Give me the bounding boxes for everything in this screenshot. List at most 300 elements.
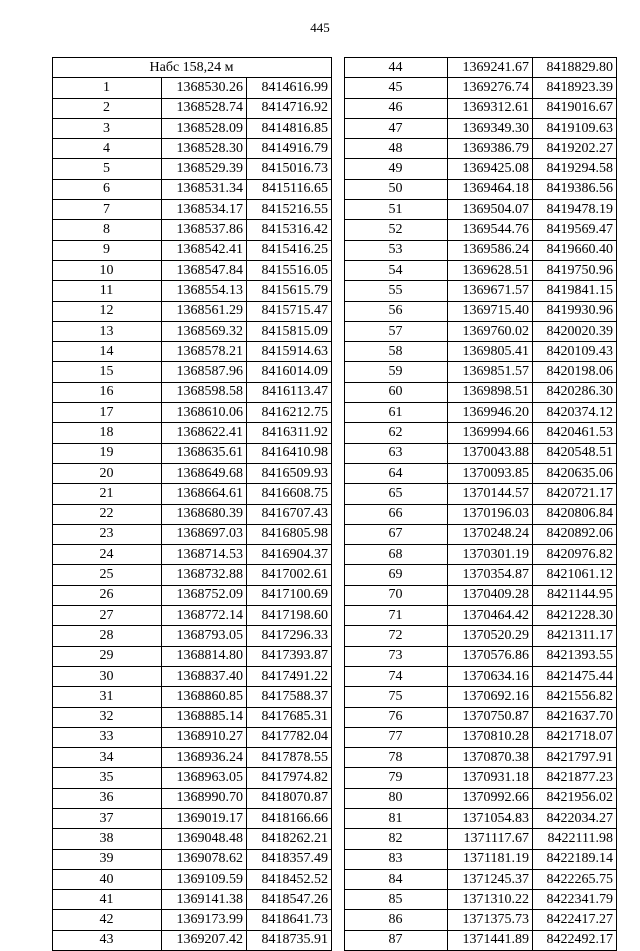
point-number: 69	[345, 565, 448, 585]
point-number: 21	[53, 484, 162, 504]
coordinate-y: 8416113.47	[247, 382, 332, 402]
point-number: 5	[53, 159, 162, 179]
point-number: 11	[53, 281, 162, 301]
table-row	[53, 585, 332, 605]
coordinate-y: 8419109.63	[533, 118, 617, 138]
coordinate-x: 1370520.29	[448, 626, 533, 646]
coordinate-x: 1369805.41	[448, 342, 533, 362]
coordinate-x: 1368649.68	[162, 463, 247, 483]
coordinate-y: 8417588.37	[247, 687, 332, 707]
point-number: 87	[345, 930, 448, 950]
point-number: 2	[53, 98, 162, 118]
coordinate-x: 1370409.28	[448, 585, 533, 605]
coordinate-y: 8420806.84	[533, 504, 617, 524]
coordinate-x: 1368529.39	[162, 159, 247, 179]
coordinate-x: 1368554.13	[162, 281, 247, 301]
coordinate-y: 8416509.93	[247, 463, 332, 483]
point-number: 72	[345, 626, 448, 646]
table-row	[345, 930, 617, 950]
coordinate-y: 8415116.65	[247, 179, 332, 199]
table-row	[345, 98, 617, 118]
coordinate-y: 8417491.22	[247, 666, 332, 686]
coordinate-y: 8421956.02	[533, 788, 617, 808]
table-row	[53, 727, 332, 747]
coordinate-y: 8416212.75	[247, 403, 332, 423]
table-row	[53, 910, 332, 930]
coordinate-y: 8417782.04	[247, 727, 332, 747]
table-row	[53, 849, 332, 869]
coordinate-y: 8418452.52	[247, 869, 332, 889]
coordinate-x: 1368714.53	[162, 545, 247, 565]
point-number: 74	[345, 666, 448, 686]
table-row	[345, 118, 617, 138]
table-row	[345, 484, 617, 504]
coordinate-x: 1368963.05	[162, 768, 247, 788]
coordinate-x: 1368530.26	[162, 78, 247, 98]
coordinate-x: 1369715.40	[448, 301, 533, 321]
point-number: 59	[345, 362, 448, 382]
point-number: 82	[345, 829, 448, 849]
coordinate-y: 8421637.70	[533, 707, 617, 727]
table-row	[345, 139, 617, 159]
coordinate-y: 8421556.82	[533, 687, 617, 707]
table-row	[345, 748, 617, 768]
coordinate-y: 8415615.79	[247, 281, 332, 301]
coordinate-y: 8419202.27	[533, 139, 617, 159]
table-row	[345, 727, 617, 747]
table-row	[53, 504, 332, 524]
point-number: 25	[53, 565, 162, 585]
table-row	[345, 403, 617, 423]
table-row	[345, 606, 617, 626]
point-number: 34	[53, 748, 162, 768]
table-row	[53, 565, 332, 585]
table-row	[53, 220, 332, 240]
coordinate-y: 8419930.96	[533, 301, 617, 321]
coordinate-x: 1369994.66	[448, 423, 533, 443]
coordinate-y: 8416014.09	[247, 362, 332, 382]
coordinate-x: 1371181.19	[448, 849, 533, 869]
coordinate-x: 1369078.62	[162, 849, 247, 869]
point-number: 57	[345, 321, 448, 341]
coordinate-x: 1368860.85	[162, 687, 247, 707]
coordinate-x: 1368936.24	[162, 748, 247, 768]
point-number: 24	[53, 545, 162, 565]
point-number: 81	[345, 808, 448, 828]
coordinate-y: 8414816.85	[247, 118, 332, 138]
coordinate-y: 8421393.55	[533, 646, 617, 666]
coordinate-y: 8421311.17	[533, 626, 617, 646]
coordinate-y: 8416805.98	[247, 524, 332, 544]
coordinate-y: 8422492.17	[533, 930, 617, 950]
point-number: 9	[53, 240, 162, 260]
point-number: 31	[53, 687, 162, 707]
point-number: 15	[53, 362, 162, 382]
coordinate-y: 8420109.43	[533, 342, 617, 362]
table-row	[53, 443, 332, 463]
coordinate-y: 8422417.27	[533, 910, 617, 930]
coordinate-x: 1368664.61	[162, 484, 247, 504]
coordinate-x: 1369109.59	[162, 869, 247, 889]
coordinate-x: 1369544.76	[448, 220, 533, 240]
point-number: 18	[53, 423, 162, 443]
table-row	[53, 139, 332, 159]
coordinate-x: 1368528.74	[162, 98, 247, 118]
coordinate-y: 8420374.12	[533, 403, 617, 423]
coordinate-y: 8421718.07	[533, 727, 617, 747]
page-number: 445	[310, 20, 330, 35]
point-number: 44	[345, 58, 448, 78]
coordinate-x: 1369586.24	[448, 240, 533, 260]
point-number: 63	[345, 443, 448, 463]
coordinates-table-left	[52, 57, 332, 951]
point-number: 77	[345, 727, 448, 747]
point-number: 51	[345, 200, 448, 220]
table-row	[345, 504, 617, 524]
table-row	[53, 260, 332, 280]
table-row	[53, 240, 332, 260]
point-number: 20	[53, 463, 162, 483]
point-number: 80	[345, 788, 448, 808]
coordinate-x: 1370196.03	[448, 504, 533, 524]
table-row	[345, 849, 617, 869]
coordinate-x: 1369464.18	[448, 179, 533, 199]
point-number: 78	[345, 748, 448, 768]
coordinate-y: 8420020.39	[533, 321, 617, 341]
coordinate-y: 8417393.87	[247, 646, 332, 666]
point-number: 45	[345, 78, 448, 98]
point-number: 37	[53, 808, 162, 828]
point-number: 76	[345, 707, 448, 727]
table-row	[345, 463, 617, 483]
coordinate-x: 1368680.39	[162, 504, 247, 524]
point-number: 23	[53, 524, 162, 544]
table-row	[53, 179, 332, 199]
table-row	[53, 281, 332, 301]
table-row	[345, 240, 617, 260]
coordinate-y: 8415016.73	[247, 159, 332, 179]
coordinate-x: 1370144.57	[448, 484, 533, 504]
point-number: 39	[53, 849, 162, 869]
coordinate-x: 1368885.14	[162, 707, 247, 727]
point-number: 32	[53, 707, 162, 727]
point-number: 65	[345, 484, 448, 504]
table-row	[345, 808, 617, 828]
coordinate-y: 8415416.25	[247, 240, 332, 260]
coordinate-x: 1370354.87	[448, 565, 533, 585]
table-row	[53, 606, 332, 626]
coordinate-y: 8420198.06	[533, 362, 617, 382]
coordinate-y: 8416707.43	[247, 504, 332, 524]
point-number: 79	[345, 768, 448, 788]
table-row	[53, 707, 332, 727]
coordinate-x: 1368732.88	[162, 565, 247, 585]
coordinate-x: 1368569.32	[162, 321, 247, 341]
coordinate-y: 8414716.92	[247, 98, 332, 118]
point-number: 12	[53, 301, 162, 321]
point-number: 46	[345, 98, 448, 118]
coordinate-y: 8417685.31	[247, 707, 332, 727]
coordinate-x: 1370931.18	[448, 768, 533, 788]
table-row	[53, 342, 332, 362]
table-row	[345, 200, 617, 220]
coordinate-x: 1369946.20	[448, 403, 533, 423]
table-row	[53, 362, 332, 382]
coordinate-y: 8421475.44	[533, 666, 617, 686]
coordinate-x: 1369504.07	[448, 200, 533, 220]
coordinate-y: 8417100.69	[247, 585, 332, 605]
table-header: Набс 158,24 м	[53, 58, 332, 78]
coordinate-x: 1368752.09	[162, 585, 247, 605]
coordinate-y: 8418070.87	[247, 788, 332, 808]
point-number: 66	[345, 504, 448, 524]
point-number: 7	[53, 200, 162, 220]
table-row	[345, 78, 617, 98]
table-row	[345, 382, 617, 402]
point-number: 56	[345, 301, 448, 321]
point-number: 55	[345, 281, 448, 301]
coordinate-y: 8420286.30	[533, 382, 617, 402]
point-number: 42	[53, 910, 162, 930]
coordinate-x: 1371375.73	[448, 910, 533, 930]
table-row	[345, 768, 617, 788]
coordinate-x: 1370301.19	[448, 545, 533, 565]
coordinate-x: 1371245.37	[448, 869, 533, 889]
coordinate-x: 1368635.61	[162, 443, 247, 463]
coordinate-y: 8417198.60	[247, 606, 332, 626]
coordinate-y: 8418357.49	[247, 849, 332, 869]
coordinate-y: 8415516.05	[247, 260, 332, 280]
table-row	[53, 768, 332, 788]
coordinate-x: 1370464.42	[448, 606, 533, 626]
coordinate-x: 1368528.09	[162, 118, 247, 138]
table-row	[53, 78, 332, 98]
table-row	[345, 362, 617, 382]
coordinate-y: 8416311.92	[247, 423, 332, 443]
point-number: 58	[345, 342, 448, 362]
point-number: 85	[345, 890, 448, 910]
coordinate-x: 1370634.16	[448, 666, 533, 686]
coordinate-y: 8415914.63	[247, 342, 332, 362]
coordinate-y: 8418923.39	[533, 78, 617, 98]
coordinate-y: 8420892.06	[533, 524, 617, 544]
point-number: 16	[53, 382, 162, 402]
coordinate-x: 1370248.24	[448, 524, 533, 544]
coordinate-x: 1369173.99	[162, 910, 247, 930]
coordinate-y: 8421228.30	[533, 606, 617, 626]
point-number: 35	[53, 768, 162, 788]
coordinate-x: 1368622.41	[162, 423, 247, 443]
point-number: 47	[345, 118, 448, 138]
coordinate-y: 8421144.95	[533, 585, 617, 605]
coordinate-x: 1368528.30	[162, 139, 247, 159]
coordinate-x: 1370043.88	[448, 443, 533, 463]
coordinate-y: 8418641.73	[247, 910, 332, 930]
point-number: 33	[53, 727, 162, 747]
table-row	[53, 930, 332, 950]
point-number: 28	[53, 626, 162, 646]
coordinate-x: 1370576.86	[448, 646, 533, 666]
point-number: 43	[53, 930, 162, 950]
point-number: 13	[53, 321, 162, 341]
coordinate-y: 8419841.15	[533, 281, 617, 301]
table-row	[345, 869, 617, 889]
coordinate-x: 1370692.16	[448, 687, 533, 707]
table-row	[53, 545, 332, 565]
coordinate-y: 8415316.42	[247, 220, 332, 240]
coordinate-x: 1368610.06	[162, 403, 247, 423]
table-row	[53, 321, 332, 341]
table-row	[53, 524, 332, 544]
point-number: 10	[53, 260, 162, 280]
table-row	[53, 423, 332, 443]
table-row	[53, 808, 332, 828]
coordinate-y: 8416410.98	[247, 443, 332, 463]
coordinate-y: 8414616.99	[247, 78, 332, 98]
coordinate-x: 1368561.29	[162, 301, 247, 321]
point-number: 52	[345, 220, 448, 240]
table-row	[345, 220, 617, 240]
table-row	[53, 626, 332, 646]
table-row	[345, 321, 617, 341]
coordinate-x: 1368578.21	[162, 342, 247, 362]
coordinate-y: 8420548.51	[533, 443, 617, 463]
coordinate-y: 8418735.91	[247, 930, 332, 950]
point-number: 50	[345, 179, 448, 199]
coordinate-x: 1368534.17	[162, 200, 247, 220]
coordinate-y: 8422189.14	[533, 849, 617, 869]
table-row	[345, 443, 617, 463]
coordinate-y: 8420976.82	[533, 545, 617, 565]
table-row	[345, 687, 617, 707]
point-number: 3	[53, 118, 162, 138]
point-number: 86	[345, 910, 448, 930]
table-row	[53, 98, 332, 118]
coordinate-x: 1368910.27	[162, 727, 247, 747]
table-row	[345, 788, 617, 808]
point-number: 36	[53, 788, 162, 808]
coordinate-y: 8421877.23	[533, 768, 617, 788]
coordinate-x: 1369671.57	[448, 281, 533, 301]
coordinate-y: 8419750.96	[533, 260, 617, 280]
coordinate-y: 8415216.55	[247, 200, 332, 220]
point-number: 4	[53, 139, 162, 159]
table-row	[345, 58, 617, 78]
coordinate-x: 1369048.48	[162, 829, 247, 849]
coordinate-x: 1370093.85	[448, 463, 533, 483]
table-row	[345, 423, 617, 443]
table-row	[345, 159, 617, 179]
coordinate-y: 8415715.47	[247, 301, 332, 321]
table-row	[345, 301, 617, 321]
coordinate-y: 8421797.91	[533, 748, 617, 768]
coordinate-x: 1369349.30	[448, 118, 533, 138]
point-number: 29	[53, 646, 162, 666]
table-row	[345, 890, 617, 910]
coordinate-x: 1369141.38	[162, 890, 247, 910]
coordinate-y: 8422265.75	[533, 869, 617, 889]
coordinate-x: 1369425.08	[448, 159, 533, 179]
coordinate-y: 8418829.80	[533, 58, 617, 78]
point-number: 70	[345, 585, 448, 605]
table-row	[53, 748, 332, 768]
table-row	[53, 484, 332, 504]
coordinate-x: 1369851.57	[448, 362, 533, 382]
coordinate-y: 8418547.26	[247, 890, 332, 910]
coordinate-x: 1368531.34	[162, 179, 247, 199]
point-number: 27	[53, 606, 162, 626]
point-number: 40	[53, 869, 162, 889]
point-number: 26	[53, 585, 162, 605]
coordinate-y: 8420635.06	[533, 463, 617, 483]
coordinate-x: 1371310.22	[448, 890, 533, 910]
point-number: 19	[53, 443, 162, 463]
table-row	[345, 626, 617, 646]
coordinate-x: 1369241.67	[448, 58, 533, 78]
coordinate-x: 1368542.41	[162, 240, 247, 260]
coordinate-y: 8419386.56	[533, 179, 617, 199]
point-number: 84	[345, 869, 448, 889]
coordinate-x: 1370870.38	[448, 748, 533, 768]
point-number: 67	[345, 524, 448, 544]
coordinate-x: 1371117.67	[448, 829, 533, 849]
coordinate-y: 8422034.27	[533, 808, 617, 828]
point-number: 1	[53, 78, 162, 98]
point-number: 71	[345, 606, 448, 626]
point-number: 64	[345, 463, 448, 483]
table-row	[53, 301, 332, 321]
point-number: 8	[53, 220, 162, 240]
point-number: 30	[53, 666, 162, 686]
coordinate-y: 8422341.79	[533, 890, 617, 910]
point-number: 54	[345, 260, 448, 280]
coordinate-x: 1369386.79	[448, 139, 533, 159]
coordinate-y: 8415815.09	[247, 321, 332, 341]
table-header-row	[53, 58, 332, 78]
coordinate-x: 1368837.40	[162, 666, 247, 686]
coordinate-x: 1368772.14	[162, 606, 247, 626]
coordinate-y: 8417002.61	[247, 565, 332, 585]
coordinate-y: 8422111.98	[533, 829, 617, 849]
table-row	[53, 200, 332, 220]
coordinate-y: 8419478.19	[533, 200, 617, 220]
coordinate-y: 8419294.58	[533, 159, 617, 179]
table-row	[345, 281, 617, 301]
table-row	[345, 179, 617, 199]
table-row	[345, 565, 617, 585]
coordinate-y: 8417974.82	[247, 768, 332, 788]
table-row	[345, 524, 617, 544]
table-row	[345, 585, 617, 605]
coordinate-x: 1369898.51	[448, 382, 533, 402]
table-row	[53, 788, 332, 808]
coordinate-x: 1368537.86	[162, 220, 247, 240]
coordinate-x: 1370992.66	[448, 788, 533, 808]
table-row	[345, 260, 617, 280]
coordinate-y: 8419660.40	[533, 240, 617, 260]
coordinate-y: 8418262.21	[247, 829, 332, 849]
coordinate-y: 8416608.75	[247, 484, 332, 504]
point-number: 53	[345, 240, 448, 260]
point-number: 83	[345, 849, 448, 869]
table-row	[53, 869, 332, 889]
point-number: 41	[53, 890, 162, 910]
coordinate-y: 8414916.79	[247, 139, 332, 159]
coordinate-x: 1368587.96	[162, 362, 247, 382]
table-row	[345, 545, 617, 565]
coordinate-x: 1371054.83	[448, 808, 533, 828]
coordinate-x: 1371441.89	[448, 930, 533, 950]
